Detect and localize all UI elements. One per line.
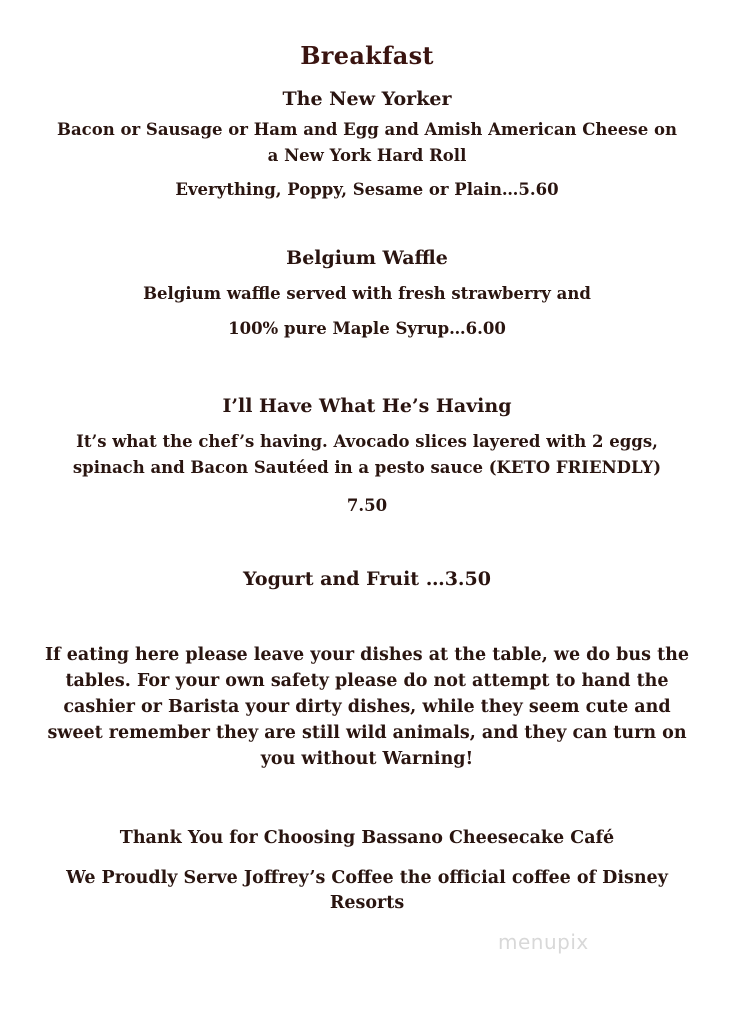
watermark-logo: menupix: [498, 930, 589, 954]
item-new-yorker-desc-2: a New York Hard Roll: [267, 146, 467, 165]
notice-line-2: tables. For your own safety please do not attempt to hand the: [65, 671, 669, 691]
item-belgium-waffle-name: Belgium Waffle: [286, 247, 448, 269]
thank-you-line: Thank You for Choosing Bassano Cheesecake Café: [119, 828, 615, 848]
item-chefs-special-name: I’ll Have What He’s Having: [222, 395, 512, 417]
item-chefs-special-desc-1: It’s what the chef’s having. Avocado slices layered with 2 eggs,: [76, 432, 658, 451]
item-new-yorker-price: Everything, Poppy, Sesame or Plain…5.60: [175, 180, 559, 199]
item-belgium-waffle-desc-1: Belgium waffle served with fresh strawberry and: [143, 284, 591, 303]
item-belgium-waffle-price: 100% pure Maple Syrup…6.00: [228, 319, 506, 338]
item-new-yorker-desc-1: Bacon or Sausage or Ham and Egg and Amish American Cheese on: [57, 120, 677, 139]
notice-line-3: cashier or Barista your dirty dishes, while they seem cute and: [63, 697, 671, 717]
notice-line-4: sweet remember they are still wild animals, and they can turn on: [47, 723, 687, 743]
item-new-yorker-name: The New Yorker: [282, 88, 452, 110]
coffee-line-2: Resorts: [329, 893, 405, 913]
coffee-line-1: We Proudly Serve Joffrey’s Coffee the official coffee of Disney: [66, 868, 668, 888]
item-yogurt-fruit-name: Yogurt and Fruit …3.50: [243, 568, 491, 590]
item-chefs-special-price: 7.50: [346, 496, 388, 515]
menu-title: Breakfast: [300, 41, 434, 70]
notice-line-5: you without Warning!: [260, 749, 474, 769]
notice-line-1: If eating here please leave your dishes at the table, we do bus the: [44, 645, 690, 665]
item-chefs-special-desc-2: spinach and Bacon Sautéed in a pesto sauce (KETO FRIENDLY): [72, 458, 662, 477]
